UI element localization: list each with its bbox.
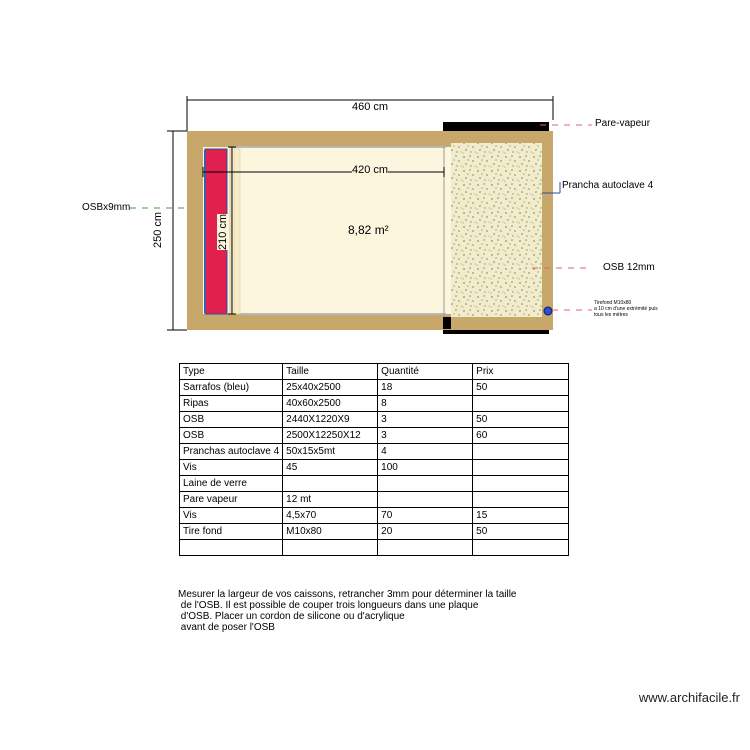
label-osb-12mm: OSB 12mm (603, 262, 655, 273)
cell: 15 (473, 508, 569, 524)
cell (180, 540, 283, 556)
cell: 3 (378, 412, 473, 428)
cell: Pare vapeur (180, 492, 283, 508)
dim-height-inner: 210 cm (217, 213, 230, 251)
cell: 60 (473, 428, 569, 444)
label-tirefond-note: Tirefond M10x80 a 10 cm d'une extrémité puis tous les mètres (594, 300, 658, 318)
cell: 20 (378, 524, 473, 540)
cell: 8 (378, 396, 473, 412)
cell: Vis (180, 460, 283, 476)
cell: 25x40x2500 (283, 380, 378, 396)
table-row (180, 508, 569, 524)
dim-width-total: 460 cm (352, 101, 389, 113)
room-area: 8,82 m² (348, 223, 389, 237)
cell: Tire fond (180, 524, 283, 540)
cell (378, 476, 473, 492)
cell: 100 (378, 460, 473, 476)
cell: Vis (180, 508, 283, 524)
cell: 50 (473, 380, 569, 396)
table-row (180, 444, 569, 460)
label-pare-vapeur: Pare-vapeur (595, 118, 651, 129)
header-prix: Prix (473, 364, 569, 380)
cell (473, 396, 569, 412)
cell: 50 (473, 524, 569, 540)
header-quantite: Quantité (378, 364, 473, 380)
table-row (180, 540, 569, 556)
table-row (180, 396, 569, 412)
cell: Ripas (180, 396, 283, 412)
dim-height-total: 250 cm (152, 211, 165, 249)
table-row (180, 428, 569, 444)
cell: 12 mt (283, 492, 378, 508)
cell: M10x80 (283, 524, 378, 540)
cell (473, 444, 569, 460)
site-credit: www.archifacile.fr (638, 690, 740, 705)
cell: Pranchas autoclave 4 (180, 444, 283, 460)
cell: 50x15x5mt (283, 444, 378, 460)
cell: 45 (283, 460, 378, 476)
table-row (180, 476, 569, 492)
table-row (180, 412, 569, 428)
header-taille: Taille (283, 364, 378, 380)
cell (283, 540, 378, 556)
cell: 2500X12250X12 (283, 428, 378, 444)
cell: 4,5x70 (283, 508, 378, 524)
cell: 18 (378, 380, 473, 396)
cell: 2440X1220X9 (283, 412, 378, 428)
table-row (180, 524, 569, 540)
cell: Laine de verre (180, 476, 283, 492)
cell (473, 460, 569, 476)
cell (378, 540, 473, 556)
cell (473, 476, 569, 492)
cell (378, 492, 473, 508)
cell (283, 476, 378, 492)
cell: 4 (378, 444, 473, 460)
label-prancha: Prancha autoclave 4 (562, 180, 654, 191)
header-type: Type (180, 364, 283, 380)
table-row (180, 492, 569, 508)
black-bar-top (443, 122, 549, 131)
cell: 70 (378, 508, 473, 524)
cell (473, 492, 569, 508)
cell: Sarrafos (bleu) (180, 380, 283, 396)
cell: OSB (180, 428, 283, 444)
black-bar-bottom (443, 330, 549, 334)
cell: 50 (473, 412, 569, 428)
table-row (180, 380, 569, 396)
prancha-panel (451, 143, 542, 317)
cell (473, 540, 569, 556)
label-osb-9mm: OSBx9mm (82, 202, 131, 213)
instructions-note: Mesurer la largeur de vos caissons, retrancher 3mm pour déterminer la taille de l'OSB. Il est possible de couper trois longueurs dans une plaque d'OSB. Placer un cordon de silicone ou d'acrylique avant de poser l'OSB (178, 589, 517, 633)
cell: OSB (180, 412, 283, 428)
cell: 3 (378, 428, 473, 444)
table-header-row (180, 364, 569, 380)
cell: 40x60x2500 (283, 396, 378, 412)
materials-table (179, 363, 569, 556)
dim-width-inner: 420 cm (352, 164, 389, 176)
tirefond-marker (544, 307, 552, 315)
table-row (180, 460, 569, 476)
